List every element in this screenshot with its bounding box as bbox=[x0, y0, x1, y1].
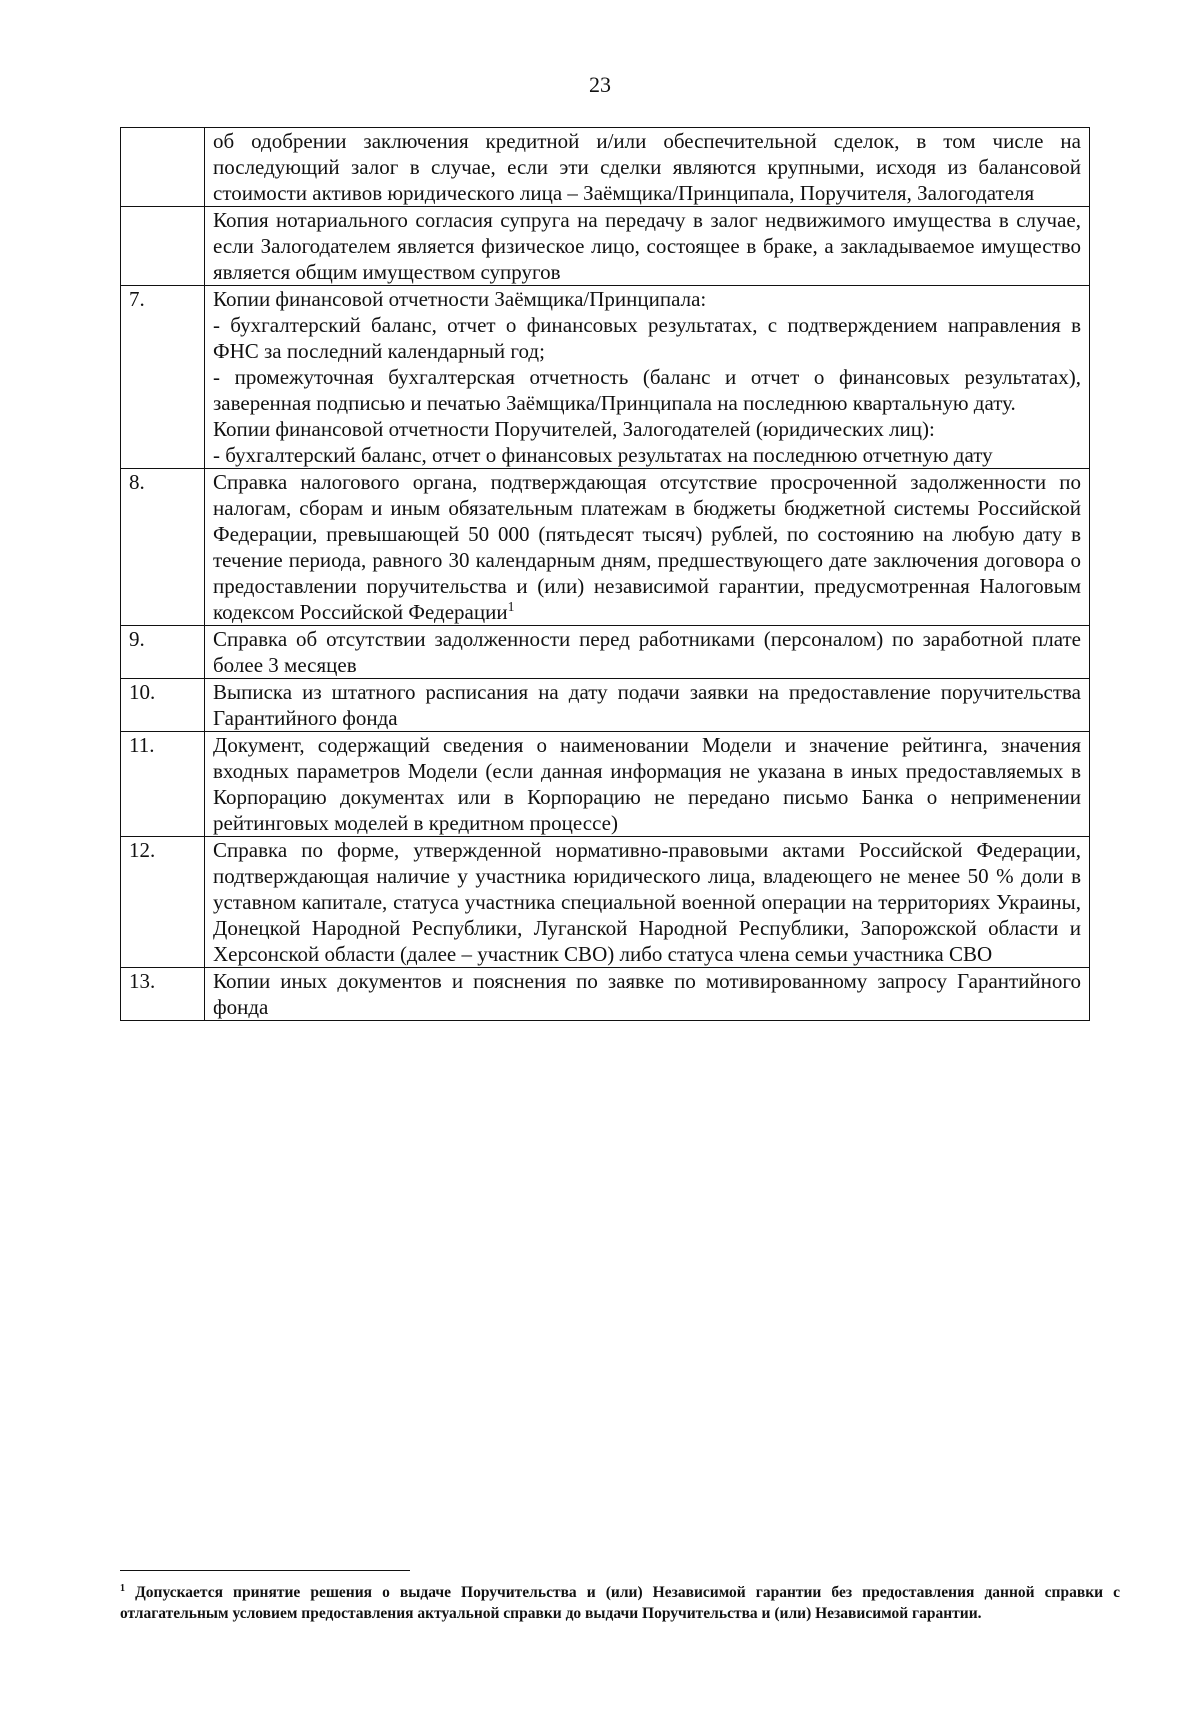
row-description bbox=[205, 732, 1090, 837]
row-number: 10. bbox=[121, 679, 205, 732]
footnote bbox=[120, 1582, 1120, 1624]
row-paragraph bbox=[213, 128, 1081, 206]
table-row bbox=[121, 286, 1090, 469]
row-number: 8. bbox=[121, 469, 205, 626]
row-paragraph-text: - промежуточная бухгалтерская отчетность (баланс и отчет о финансовых результатах), заверенная подписью и печатью Заёмщика/Принципала на последнюю квартальную дату. bbox=[213, 365, 1081, 415]
row-paragraph bbox=[213, 679, 1081, 731]
row-description bbox=[205, 679, 1090, 732]
row-description bbox=[205, 626, 1090, 679]
table-row bbox=[121, 679, 1090, 732]
row-description bbox=[205, 128, 1090, 207]
footnote-marker: 1 bbox=[120, 1582, 126, 1594]
row-description bbox=[205, 837, 1090, 968]
row-paragraph bbox=[213, 626, 1081, 678]
row-number: 9. bbox=[121, 626, 205, 679]
row-paragraph-text: - бухгалтерский баланс, отчет о финансовых результатах, с подтверждением направления в ФНС за последний календарный год; bbox=[213, 313, 1081, 363]
footnote-separator bbox=[120, 1570, 410, 1571]
row-number bbox=[121, 128, 205, 207]
row-paragraph-text: - бухгалтерский баланс, отчет о финансовых результатах на последнюю отчетную дату bbox=[213, 443, 993, 467]
table-row bbox=[121, 732, 1090, 837]
row-paragraph-text: Выписка из штатного расписания на дату подачи заявки на предоставление поручительства Гарантийного фонда bbox=[213, 680, 1081, 730]
row-paragraph-text: Копии финансовой отчетности Заёмщика/Принципала: bbox=[213, 287, 707, 311]
row-paragraph bbox=[213, 286, 1081, 312]
page-number: 23 bbox=[589, 72, 611, 97]
footnote-text: Допускается принятие решения о выдаче Поручительства и (или) Независимой гарантии без предоставления данной справки с отлагательным условием предоставления актуальной справки до выдачи Поручительства и (или) Независимой гарантии. bbox=[120, 1584, 1120, 1622]
row-paragraph bbox=[213, 312, 1081, 364]
row-description bbox=[205, 469, 1090, 626]
row-paragraph bbox=[213, 469, 1081, 625]
row-paragraph-text: Копия нотариального согласия супруга на передачу в залог недвижимого имущества в случае, если Залогодателем является физическое лицо, состоящее в браке, а закладываемое имущество является общим имуществом супругов bbox=[213, 208, 1081, 284]
row-description bbox=[205, 207, 1090, 286]
row-paragraph-text: Справка налогового органа, подтверждающая отсутствие просроченной задолженности по налогам, сборам и иным обязательным платежам в бюджеты бюджетной системы Российской Федерации, превышающей 50 000 (пятьдесят тысяч) рублей, по состоянию на любую дату в течение периода, равного 30 календарным дням, предшествующего дате заключения договора о предоставлении поручительства и (или) независимой гарантии, предусмотренная Налоговым кодексом Российской Федерации bbox=[213, 470, 1081, 624]
footnote-reference[interactable]: 1 bbox=[507, 599, 515, 614]
table-row bbox=[121, 207, 1090, 286]
documents-table-body bbox=[121, 128, 1090, 1021]
row-number: 11. bbox=[121, 732, 205, 837]
row-paragraph-text: Копии иных документов и пояснения по заявке по мотивированному запросу Гарантийного фонда bbox=[213, 969, 1081, 1019]
row-description bbox=[205, 286, 1090, 469]
row-paragraph bbox=[213, 442, 1081, 468]
row-number: 7. bbox=[121, 286, 205, 469]
row-description bbox=[205, 968, 1090, 1021]
row-paragraph bbox=[213, 837, 1081, 967]
table-row bbox=[121, 837, 1090, 968]
table-row bbox=[121, 626, 1090, 679]
row-paragraph-text: Справка по форме, утвержденной нормативно-правовыми актами Российской Федерации, подтверждающая наличие у участника юридического лица, владеющего не менее 50 % доли в уставном капитале, статуса участника специальной военной операции на территориях Украины, Донецкой Народной Республики, Луганской Народной Республики, Запорожской области и Херсонской области (далее – участник СВО) либо статуса члена семьи участника СВО bbox=[213, 838, 1081, 966]
row-paragraph bbox=[213, 364, 1081, 416]
documents-table bbox=[120, 127, 1090, 1021]
row-number bbox=[121, 207, 205, 286]
row-paragraph bbox=[213, 416, 1081, 442]
row-paragraph-text: Справка об отсутствии задолженности перед работниками (персоналом) по заработной плате более 3 месяцев bbox=[213, 627, 1081, 677]
row-paragraph-text: Документ, содержащий сведения о наименовании Модели и значение рейтинга, значения входных параметров Модели (если данная информация не указана в иных предоставляемых в Корпорацию документах или в Корпорацию не передано письмо Банка о неприменении рейтинговых моделей в кредитном процессе) bbox=[213, 733, 1081, 835]
table-row bbox=[121, 128, 1090, 207]
row-paragraph bbox=[213, 732, 1081, 836]
row-paragraph-text: Копии финансовой отчетности Поручителей, Залогодателей (юридических лиц): bbox=[213, 417, 935, 441]
table-row bbox=[121, 968, 1090, 1021]
row-number: 12. bbox=[121, 837, 205, 968]
table-row bbox=[121, 469, 1090, 626]
row-paragraph bbox=[213, 207, 1081, 285]
row-paragraph bbox=[213, 968, 1081, 1020]
row-paragraph-text: об одобрении заключения кредитной и/или обеспечительной сделок, в том числе на последующий залог в случае, если эти сделки являются крупными, исходя из балансовой стоимости активов юридического лица – Заёмщика/Принципала, Поручителя, Залогодателя bbox=[213, 129, 1081, 205]
row-number: 13. bbox=[121, 968, 205, 1021]
